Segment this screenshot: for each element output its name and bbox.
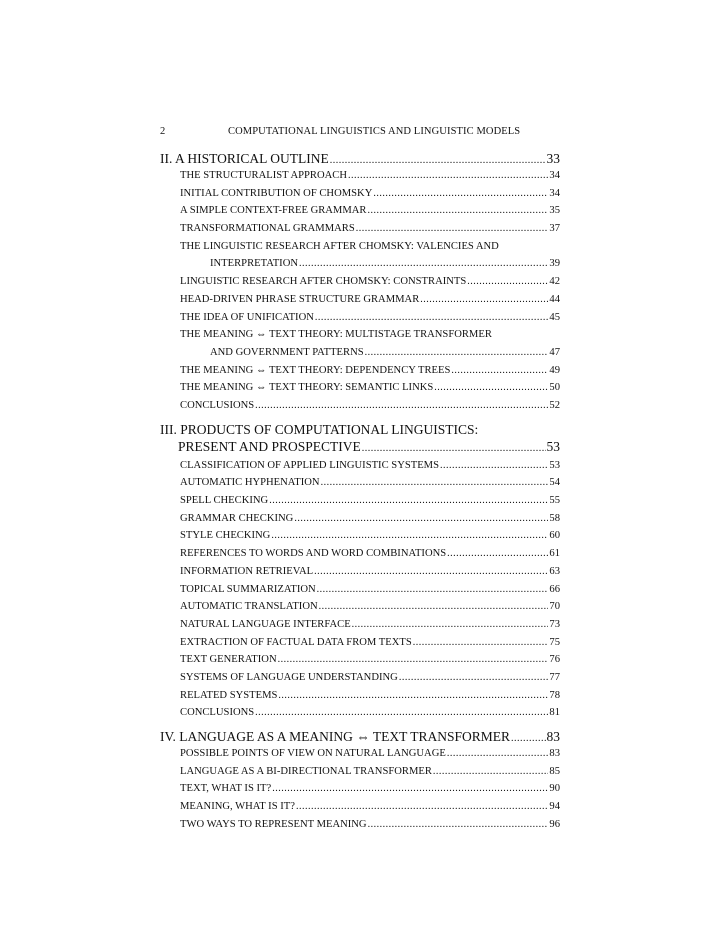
toc-entry[interactable]: POSSIBLE POINTS OF VIEW ON NATURAL LANGUAGE ..... 83: [180, 745, 560, 763]
page-number: 2: [160, 126, 166, 137]
toc-chapter-ii[interactable]: [160, 150, 560, 167]
toc-entry[interactable]: INITIAL CONTRIBUTION OF CHOMSKY ..... 34: [180, 185, 560, 203]
toc-entry[interactable]: GRAMMAR CHECKING ..... 58: [180, 510, 560, 528]
toc-entry[interactable]: RELATED SYSTEMS ..... 78: [180, 687, 560, 705]
running-header: [160, 126, 560, 142]
toc-entry[interactable]: CONCLUSIONS ..... 81: [180, 704, 560, 722]
toc-entry[interactable]: CLASSIFICATION OF APPLIED LINGUISTIC SYSTEMS ..... 53: [180, 457, 560, 475]
toc-entry[interactable]: THE LINGUISTIC RESEARCH AFTER CHOMSKY: VALENCIES AND INTERPRETATION ..... 39: [180, 238, 560, 273]
toc-entry[interactable]: THE MEANING ⇔ TEXT THEORY: MULTISTAGE TRANSFORMER AND GOVERNMENT PATTERNS ..... 47: [180, 326, 560, 361]
toc-entry[interactable]: AUTOMATIC TRANSLATION ..... 70: [180, 598, 560, 616]
chapter-page: 53: [546, 438, 560, 454]
toc-entry[interactable]: THE STRUCTURALIST APPROACH ..... 34: [180, 167, 560, 185]
chapter-page: 33: [546, 151, 560, 166]
toc-entry[interactable]: LINGUISTIC RESEARCH AFTER CHOMSKY: CONSTRAINTS ..... 42: [180, 273, 560, 291]
toc-entry[interactable]: THE IDEA OF UNIFICATION ..... 45: [180, 309, 560, 327]
chapter-title: III. PRODUCTS OF COMPUTATIONAL LINGUISTICS:: [160, 421, 479, 437]
table-of-contents: [160, 150, 560, 833]
toc-entry[interactable]: TWO WAYS TO REPRESENT MEANING ..... 96: [180, 816, 560, 834]
chapter-page: 83: [546, 729, 560, 744]
running-title: COMPUTATIONAL LINGUISTICS AND LINGUISTIC MODELS: [228, 126, 521, 137]
toc-entry[interactable]: TRANSFORMATIONAL GRAMMARS ..... 37: [180, 220, 560, 238]
toc-entry[interactable]: CONCLUSIONS ..... 52: [180, 397, 560, 415]
toc-entry[interactable]: REFERENCES TO WORDS AND WORD COMBINATIONS ..... 61: [180, 545, 560, 563]
toc-entry[interactable]: TEXT, WHAT IS IT? ..... 90: [180, 780, 560, 798]
chapter-title: IV. LANGUAGE AS A MEANING ⇔ TEXT TRANSFORMER: [160, 729, 511, 744]
toc-entry[interactable]: HEAD-DRIVEN PHRASE STRUCTURE GRAMMAR ..... 44: [180, 291, 560, 309]
toc-entry[interactable]: MEANING, WHAT IS IT? ..... 94: [180, 798, 560, 816]
toc-entry[interactable]: THE MEANING ⇔ TEXT THEORY: DEPENDENCY TREES ..... 49: [180, 362, 560, 380]
toc-chapter-iv[interactable]: [160, 728, 560, 745]
toc-entry[interactable]: TEXT GENERATION ..... 76: [180, 651, 560, 669]
toc-entry[interactable]: THE MEANING ⇔ TEXT THEORY: SEMANTIC LINKS ..... 50: [180, 379, 560, 397]
toc-entry[interactable]: TOPICAL SUMMARIZATION ..... 66: [180, 581, 560, 599]
toc-entry[interactable]: STYLE CHECKING ..... 60: [180, 527, 560, 545]
toc-entry[interactable]: SYSTEMS OF LANGUAGE UNDERSTANDING ..... 77: [180, 669, 560, 687]
toc-entry[interactable]: INFORMATION RETRIEVAL ..... 63: [180, 563, 560, 581]
toc-entry[interactable]: A SIMPLE CONTEXT-FREE GRAMMAR ..... 35: [180, 202, 560, 220]
toc-entry[interactable]: LANGUAGE AS A BI-DIRECTIONAL TRANSFORMER ..... 85: [180, 763, 560, 781]
toc-entry[interactable]: EXTRACTION OF FACTUAL DATA FROM TEXTS ..... 75: [180, 634, 560, 652]
toc-chapter-iii[interactable]: III. PRODUCTS OF COMPUTATIONAL LINGUISTICS: PRESENT AND PROSPECTIVE ..... 53: [160, 421, 560, 457]
toc-entry[interactable]: SPELL CHECKING ..... 55: [180, 492, 560, 510]
chapter-title: II. A HISTORICAL OUTLINE: [160, 151, 329, 166]
toc-entry[interactable]: NATURAL LANGUAGE INTERFACE ..... 73: [180, 616, 560, 634]
toc-entry[interactable]: AUTOMATIC HYPHENATION ..... 54: [180, 474, 560, 492]
